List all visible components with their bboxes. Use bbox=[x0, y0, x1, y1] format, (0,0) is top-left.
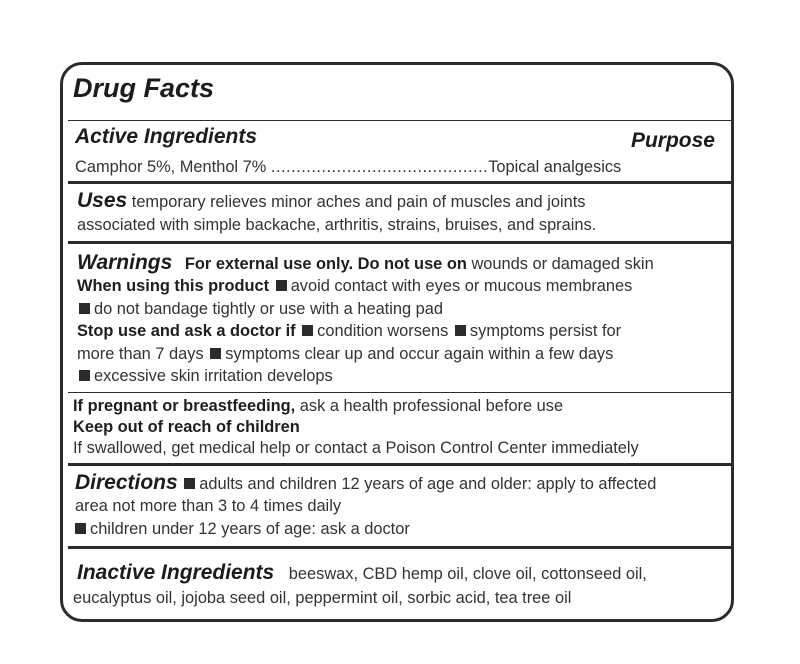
stop-use-label: Stop use and ask a doctor if bbox=[77, 322, 296, 340]
directions-line-1 bbox=[75, 471, 656, 495]
bullet-square-icon bbox=[210, 348, 221, 359]
stop-use-line-3 bbox=[77, 367, 333, 386]
when-using-item-1: avoid contact with eyes or mucous membranes bbox=[290, 277, 633, 295]
directions-divider bbox=[68, 546, 731, 549]
inactive-text-1: beeswax, CBD hemp oil, clove oil, cottonseed oil, bbox=[288, 565, 647, 583]
purpose-heading: Purpose bbox=[630, 129, 715, 152]
title-divider bbox=[68, 120, 731, 121]
directions-item-1: adults and children 12 years of age and older: apply to affected bbox=[199, 475, 657, 493]
external-use-rest: wounds or damaged skin bbox=[471, 255, 654, 273]
stop-item-2b: more than 7 days bbox=[77, 345, 204, 363]
drug-facts-title: Drug Facts bbox=[73, 73, 215, 103]
bullet-square-icon bbox=[455, 325, 466, 336]
uses-line-2: associated with simple backache, arthritis, strains, bruises, and sprains. bbox=[77, 216, 597, 234]
inactive-line-1 bbox=[77, 561, 647, 585]
when-using-line-2 bbox=[77, 300, 443, 319]
active-ingredients-heading: Active Ingredients bbox=[75, 125, 258, 148]
warnings-heading: Warnings bbox=[77, 251, 173, 274]
directions-item-2: children under 12 years of age: ask a doctor bbox=[90, 520, 410, 538]
warnings-divider bbox=[68, 463, 731, 466]
bullet-square-icon bbox=[79, 303, 90, 314]
swallowed-text: If swallowed, get medical help or contact a Poison Control Center immediately bbox=[73, 439, 639, 457]
external-use-text: For external use only. Do not use on bbox=[184, 255, 467, 273]
warnings-line-1 bbox=[77, 251, 654, 275]
uses-divider bbox=[68, 241, 731, 244]
active-ingredients-line bbox=[75, 158, 621, 177]
inactive-heading: Inactive Ingredients bbox=[77, 561, 275, 584]
keep-out-of-reach: Keep out of reach of children bbox=[73, 418, 300, 436]
when-using-label: When using this product bbox=[77, 277, 270, 295]
uses-text-1: temporary relieves minor aches and pain of muscles and joints bbox=[131, 193, 586, 211]
bullet-square-icon bbox=[79, 370, 90, 381]
directions-heading: Directions bbox=[75, 471, 178, 494]
pregnant-text: ask a health professional before use bbox=[299, 397, 564, 415]
active-ingredients: Camphor 5%, Menthol 7% bbox=[75, 158, 267, 176]
when-using-item-2: do not bandage tightly or use with a heating pad bbox=[94, 300, 444, 318]
purpose-text: Topical analgesics bbox=[488, 158, 622, 176]
pregnant-label: If pregnant or breastfeeding, bbox=[73, 397, 296, 415]
drug-facts-panel bbox=[60, 62, 734, 622]
stop-item-3: symptoms clear up and occur again within a few days bbox=[225, 345, 614, 363]
pregnant-line bbox=[73, 397, 563, 416]
stop-use-line-2 bbox=[77, 345, 613, 364]
bullet-square-icon bbox=[302, 325, 313, 336]
warnings-subdivider bbox=[68, 392, 731, 393]
stop-item-1: condition worsens bbox=[317, 322, 449, 340]
directions-line-3 bbox=[73, 520, 410, 539]
active-divider bbox=[68, 181, 731, 184]
inactive-line-2: eucalyptus oil, jojoba seed oil, peppermint oil, sorbic acid, tea tree oil bbox=[73, 589, 572, 607]
stop-item-4: excessive skin irritation develops bbox=[94, 367, 333, 385]
directions-line-2: area not more than 3 to 4 times daily bbox=[75, 497, 342, 515]
bullet-square-icon bbox=[276, 280, 287, 291]
stop-use-line bbox=[77, 322, 621, 341]
uses-heading: Uses bbox=[77, 189, 128, 212]
bullet-square-icon bbox=[75, 523, 86, 534]
stop-item-2: symptoms persist for bbox=[469, 322, 622, 340]
leader-dots: ........................................... bbox=[270, 158, 489, 176]
when-using-line bbox=[77, 277, 632, 296]
bullet-square-icon bbox=[184, 478, 195, 489]
uses-line-1 bbox=[77, 189, 585, 213]
